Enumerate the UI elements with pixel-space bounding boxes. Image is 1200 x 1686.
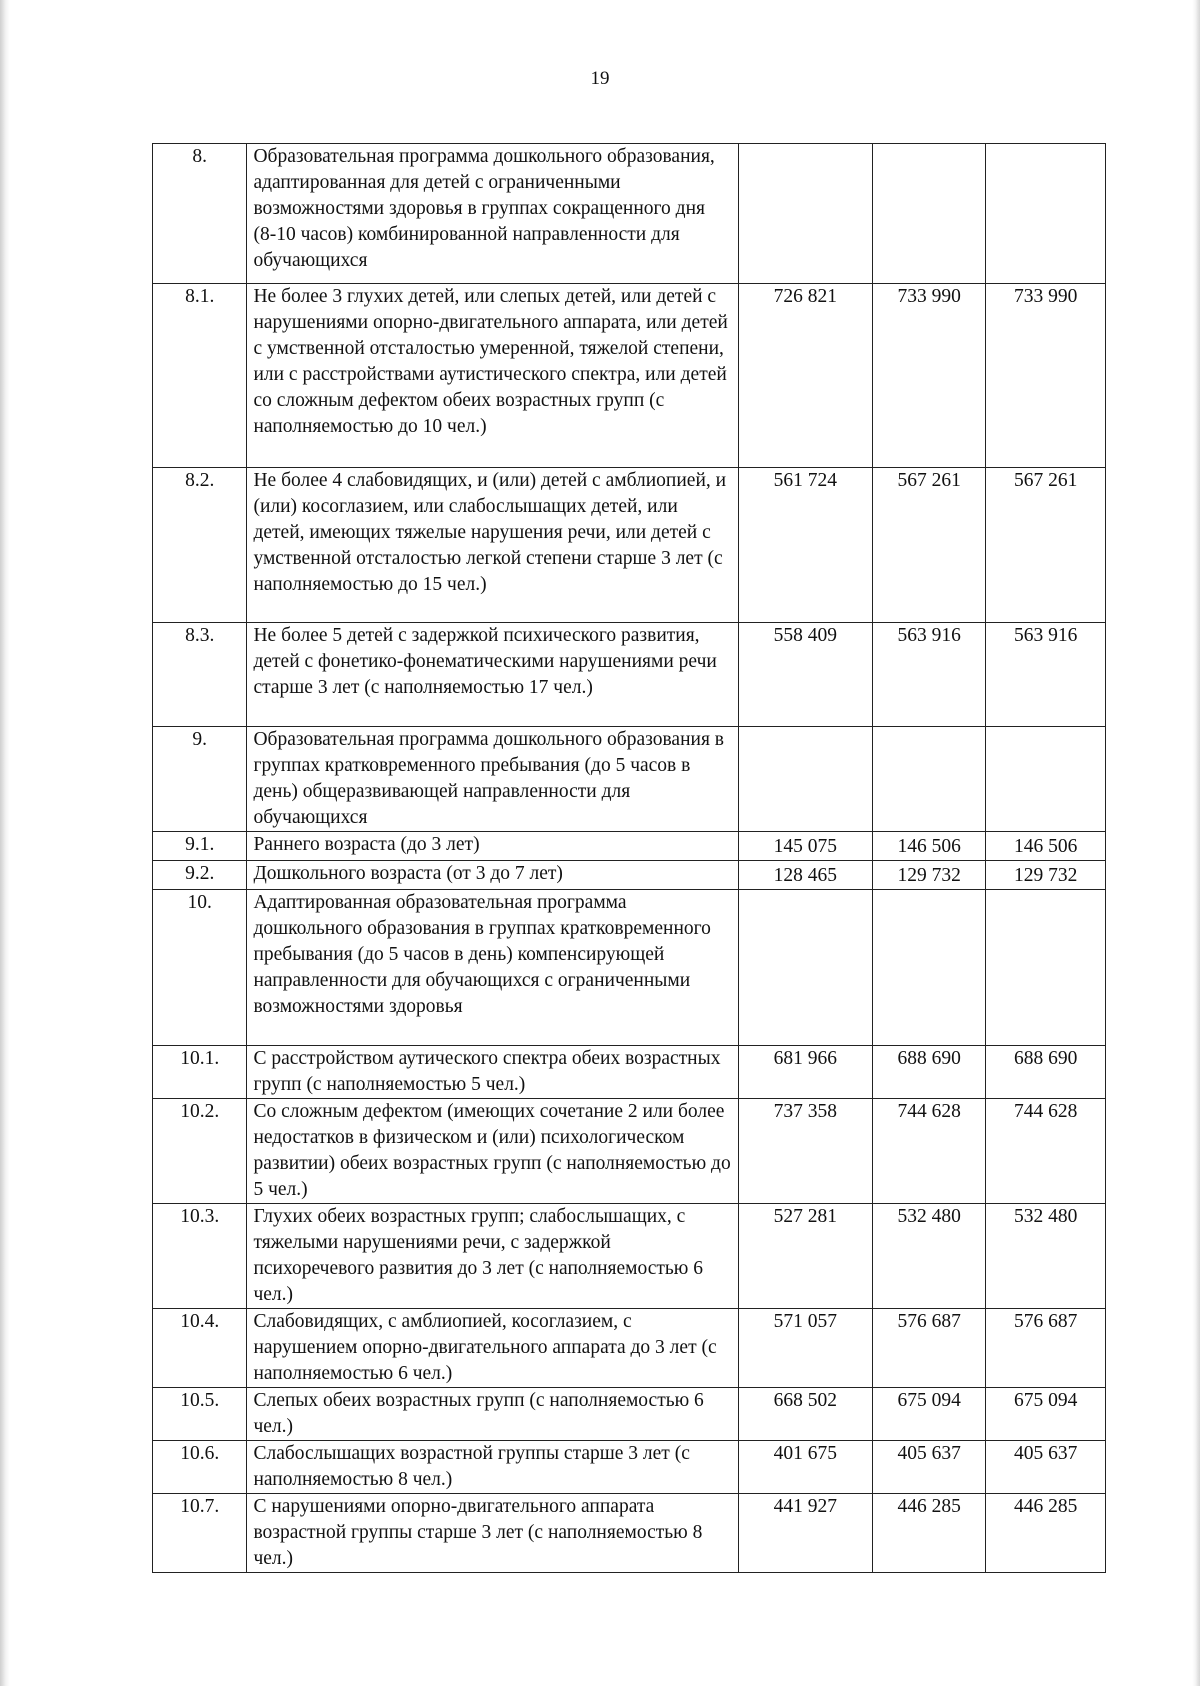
value-col-2 <box>872 144 985 284</box>
value-col-3: 688 690 <box>986 1046 1106 1099</box>
scan-edge-left <box>0 0 10 1686</box>
value-col-1: 668 502 <box>738 1388 872 1441</box>
value-col-2: 446 285 <box>872 1494 985 1573</box>
row-number: 10.4. <box>153 1309 247 1388</box>
value-col-3: 446 285 <box>986 1494 1106 1573</box>
row-description: Образовательная программа дошкольного образования, адаптированная для детей с ограниченными возможностями здоровья в группах сокращенного дня (8-10 часов) комбинированной направленности для обучающихся <box>247 144 738 284</box>
value-col-2: 567 261 <box>872 468 985 623</box>
table-row <box>153 144 1106 284</box>
value-col-1: 128 465 <box>738 861 872 890</box>
row-description: Со сложным дефектом (имеющих сочетание 2 или более недостатков в физическом и (или) психологическом развитии) обеих возрастных групп (с наполняемостью до 5 чел.) <box>247 1099 738 1204</box>
value-col-3: 405 637 <box>986 1441 1106 1494</box>
page-number: 19 <box>590 68 610 89</box>
row-description: Слепых обеих возрастных групп (с наполняемостью 6 чел.) <box>247 1388 738 1441</box>
value-col-1: 441 927 <box>738 1494 872 1573</box>
value-col-1 <box>738 890 872 1046</box>
value-col-3: 576 687 <box>986 1309 1106 1388</box>
row-description: Слабослышащих возрастной группы старше 3 лет (с наполняемостью 8 чел.) <box>247 1441 738 1494</box>
value-col-2: 405 637 <box>872 1441 985 1494</box>
row-description: Дошкольного возраста (от 3 до 7 лет) <box>247 861 738 890</box>
row-number: 10. <box>153 890 247 1046</box>
row-number: 10.3. <box>153 1204 247 1309</box>
value-col-1: 571 057 <box>738 1309 872 1388</box>
value-col-2: 576 687 <box>872 1309 985 1388</box>
value-col-2 <box>872 890 985 1046</box>
row-description: Не более 3 глухих детей, или слепых детей, или детей с нарушениями опорно-двигательного аппарата, или детей с умственной отсталостью умеренной, тяжелой степени, или с расстройствами аутистического спектра, или детей со сложным дефектом обеих возрастных групп (с наполняемостью до 10 чел.) <box>247 284 738 468</box>
row-number: 9. <box>153 727 247 832</box>
table-body <box>153 144 1106 1573</box>
value-col-2: 688 690 <box>872 1046 985 1099</box>
value-col-3: 567 261 <box>986 468 1106 623</box>
row-number: 9.2. <box>153 861 247 890</box>
value-col-3: 675 094 <box>986 1388 1106 1441</box>
row-number: 8.3. <box>153 623 247 727</box>
value-col-2: 675 094 <box>872 1388 985 1441</box>
value-col-2: 733 990 <box>872 284 985 468</box>
value-col-3: 733 990 <box>986 284 1106 468</box>
table-row <box>153 1388 1106 1441</box>
table-row <box>153 861 1106 890</box>
value-col-3: 129 732 <box>986 861 1106 890</box>
row-number: 8.1. <box>153 284 247 468</box>
row-description: Адаптированная образовательная программа дошкольного образования в группах кратковременного пребывания (до 5 часов в день) компенсирующей направленности для обучающихся с ограниченными возможностями здоровья <box>247 890 738 1046</box>
tariff-table <box>152 143 1106 1573</box>
table-row <box>153 832 1106 861</box>
row-description: Глухих обеих возрастных групп; слабослышащих, с тяжелыми нарушениями речи, с задержкой психоречевого развития до 3 лет (с наполняемостью 6 чел.) <box>247 1204 738 1309</box>
value-col-1 <box>738 144 872 284</box>
table-row <box>153 727 1106 832</box>
row-number: 8. <box>153 144 247 284</box>
value-col-3: 532 480 <box>986 1204 1106 1309</box>
value-col-3: 563 916 <box>986 623 1106 727</box>
table-row <box>153 1099 1106 1204</box>
table-row <box>153 1046 1106 1099</box>
row-number: 10.2. <box>153 1099 247 1204</box>
value-col-1: 737 358 <box>738 1099 872 1204</box>
row-description: Не более 4 слабовидящих, и (или) детей с амблиопией, и (или) косоглазием, или слабослышащих детей, или детей, имеющих тяжелые нарушения речи, или детей с умственной отсталостью легкой степени старше 3 лет (с наполняемостью до 15 чел.) <box>247 468 738 623</box>
row-number: 10.7. <box>153 1494 247 1573</box>
value-col-1: 527 281 <box>738 1204 872 1309</box>
value-col-1: 561 724 <box>738 468 872 623</box>
value-col-3: 744 628 <box>986 1099 1106 1204</box>
table-row <box>153 1309 1106 1388</box>
table-row <box>153 1441 1106 1494</box>
value-col-2: 146 506 <box>872 832 985 861</box>
row-description: Раннего возраста (до 3 лет) <box>247 832 738 861</box>
value-col-1: 558 409 <box>738 623 872 727</box>
table-row <box>153 890 1106 1046</box>
row-number: 10.6. <box>153 1441 247 1494</box>
table-row <box>153 1204 1106 1309</box>
value-col-1: 145 075 <box>738 832 872 861</box>
value-col-1: 681 966 <box>738 1046 872 1099</box>
row-number: 9.1. <box>153 832 247 861</box>
value-col-2: 744 628 <box>872 1099 985 1204</box>
scan-edge-right <box>1192 0 1200 1686</box>
row-description: Образовательная программа дошкольного образования в группах кратковременного пребывания (до 5 часов в день) общеразвивающей направленности для обучающихся <box>247 727 738 832</box>
value-col-3 <box>986 727 1106 832</box>
row-description: С нарушениями опорно-двигательного аппарата возрастной группы старше 3 лет (с наполняемостью 8 чел.) <box>247 1494 738 1573</box>
value-col-2: 563 916 <box>872 623 985 727</box>
value-col-3 <box>986 890 1106 1046</box>
value-col-3 <box>986 144 1106 284</box>
value-col-2 <box>872 727 985 832</box>
table-row <box>153 468 1106 623</box>
value-col-2: 532 480 <box>872 1204 985 1309</box>
row-description: Слабовидящих, с амблиопией, косоглазием, с нарушением опорно-двигательного аппарата до 3 лет (с наполняемостью 6 чел.) <box>247 1309 738 1388</box>
row-description: Не более 5 детей с задержкой психического развития, детей с фонетико-фонематическими нарушениями речи старше 3 лет (с наполняемостью 17 чел.) <box>247 623 738 727</box>
table-row <box>153 623 1106 727</box>
value-col-1 <box>738 727 872 832</box>
value-col-3: 146 506 <box>986 832 1106 861</box>
table-row <box>153 1494 1106 1573</box>
value-col-1: 726 821 <box>738 284 872 468</box>
row-description: С расстройством аутического спектра обеих возрастных групп (с наполняемостью 5 чел.) <box>247 1046 738 1099</box>
value-col-1: 401 675 <box>738 1441 872 1494</box>
row-number: 10.1. <box>153 1046 247 1099</box>
row-number: 10.5. <box>153 1388 247 1441</box>
value-col-2: 129 732 <box>872 861 985 890</box>
table-row <box>153 284 1106 468</box>
row-number: 8.2. <box>153 468 247 623</box>
